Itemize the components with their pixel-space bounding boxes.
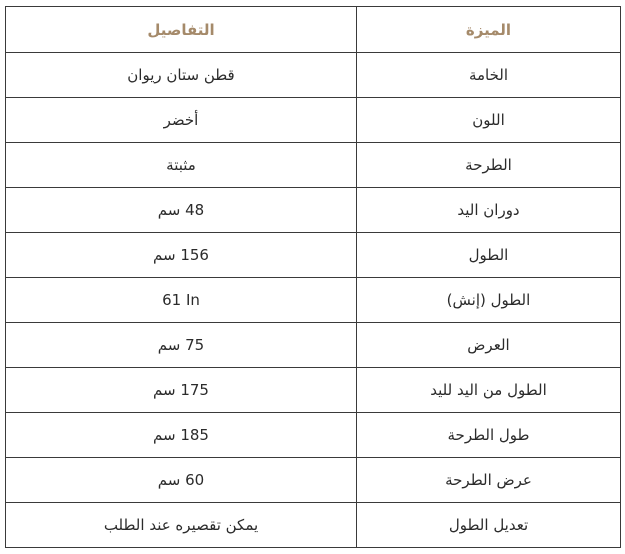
details-cell: 60 سم	[6, 458, 357, 503]
table-row	[6, 233, 621, 278]
spec-table-container	[5, 6, 620, 548]
table-row	[6, 458, 621, 503]
table-row	[6, 188, 621, 233]
feature-cell: دوران اليد	[357, 188, 621, 233]
details-cell: قطن ستان ريوان	[6, 53, 357, 98]
table-row	[6, 503, 621, 548]
feature-cell: طول الطرحة	[357, 413, 621, 458]
feature-cell: الطول من اليد لليد	[357, 368, 621, 413]
feature-cell: الطول	[357, 233, 621, 278]
feature-cell: تعديل الطول	[357, 503, 621, 548]
feature-cell: الطرحة	[357, 143, 621, 188]
details-cell: مثبتة	[6, 143, 357, 188]
feature-cell: اللون	[357, 98, 621, 143]
table-row	[6, 143, 621, 188]
table-row	[6, 413, 621, 458]
details-cell: 185 سم	[6, 413, 357, 458]
feature-cell: الخامة	[357, 53, 621, 98]
header-feature: الميزة	[357, 7, 621, 53]
table-row	[6, 368, 621, 413]
feature-cell: عرض الطرحة	[357, 458, 621, 503]
feature-cell: العرض	[357, 323, 621, 368]
table-row	[6, 98, 621, 143]
details-cell: يمكن تقصيره عند الطلب	[6, 503, 357, 548]
details-cell: 75 سم	[6, 323, 357, 368]
details-cell: 156 سم	[6, 233, 357, 278]
feature-cell: الطول (إنش)	[357, 278, 621, 323]
header-details: التفاصيل	[6, 7, 357, 53]
product-spec-table	[5, 6, 621, 548]
details-cell: 61 In	[6, 278, 357, 323]
table-header-row	[6, 7, 621, 53]
table-row	[6, 278, 621, 323]
table-row	[6, 323, 621, 368]
table-row	[6, 53, 621, 98]
details-cell: 48 سم	[6, 188, 357, 233]
details-cell: 175 سم	[6, 368, 357, 413]
details-cell: أخضر	[6, 98, 357, 143]
